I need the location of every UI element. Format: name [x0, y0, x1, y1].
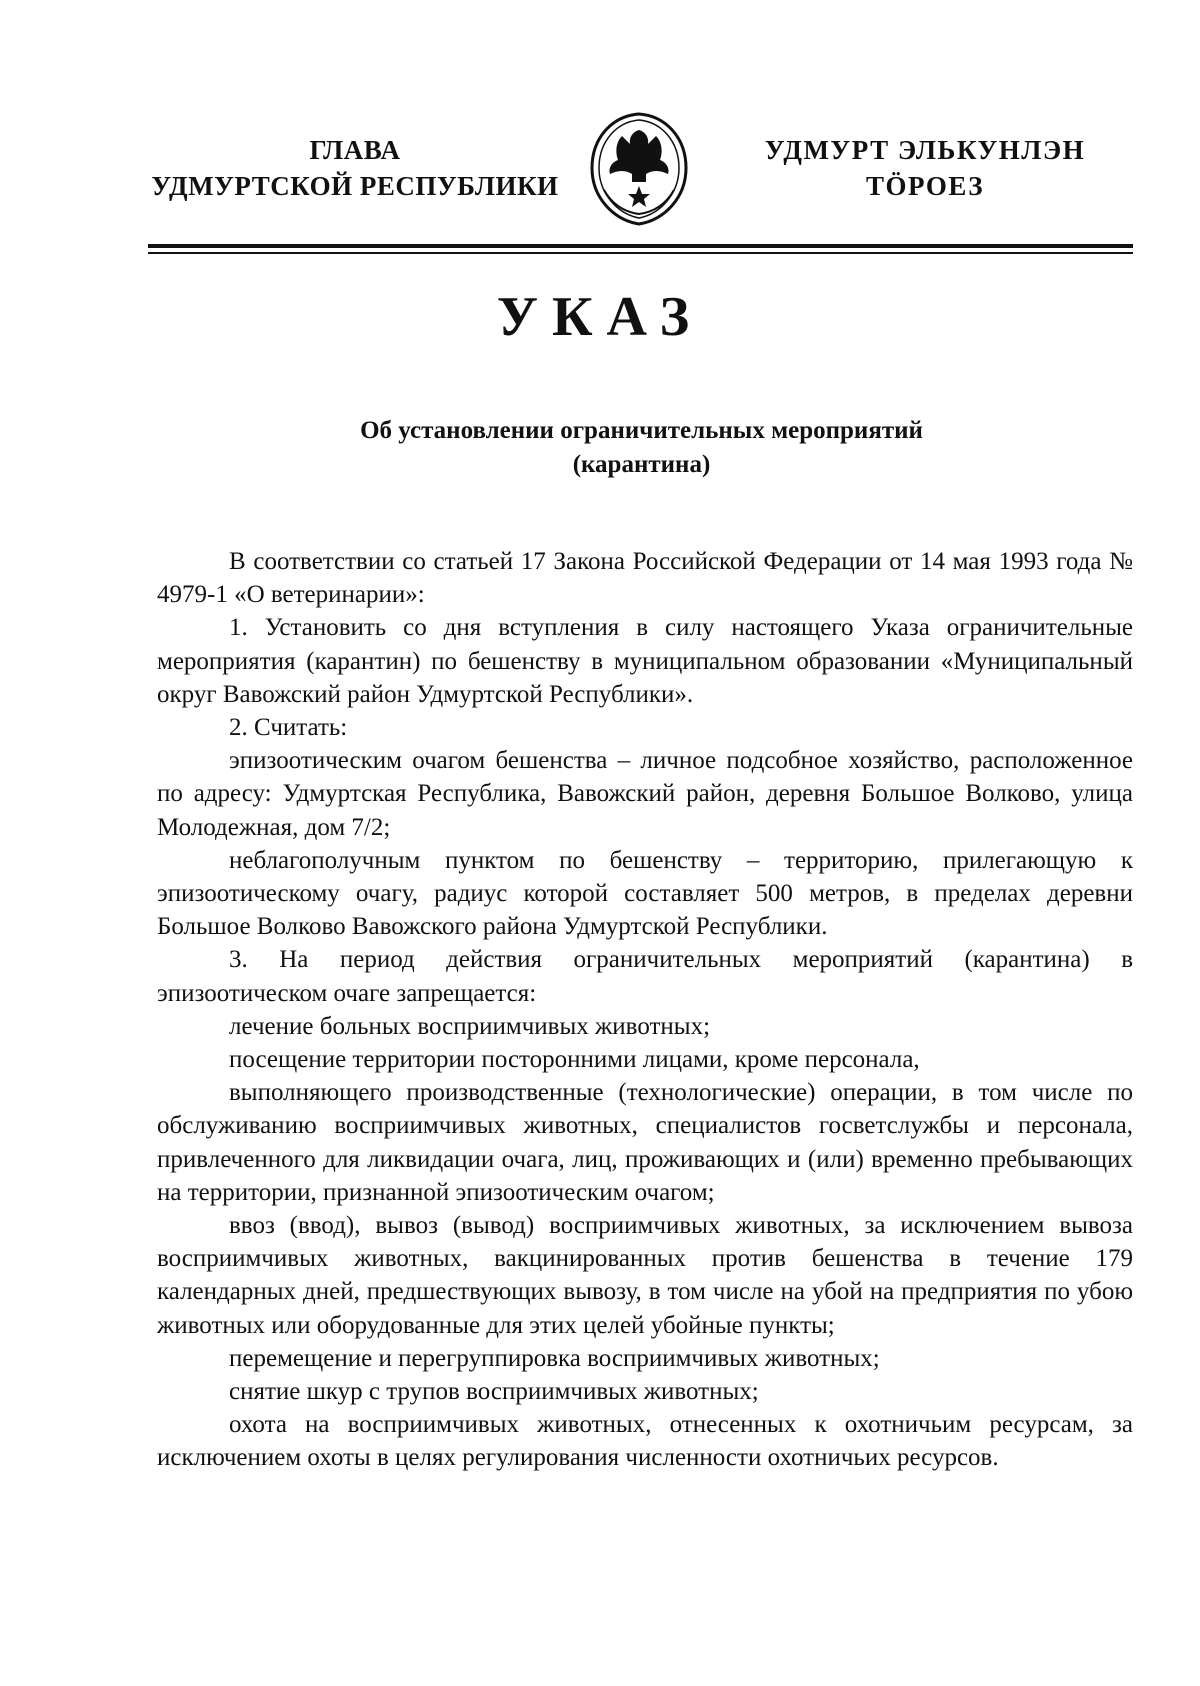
- paragraph: эпизоотическим очагом бешенства – личное подсобное хозяйство, расположенное по адресу: Удмуртская Республика, Вавожский район, деревня Большое Волково, улица Молодежная, дом 7/2;: [157, 747, 1133, 841]
- paragraph: неблагополучным пунктом по бешенству – территорию, прилегающую к эпизоотическому очагу, радиус которой составляет 500 метров, в пределах деревни Большое Волково Вавожского района Удмуртской Республики.: [157, 846, 1133, 941]
- subject-line2: (карантина): [572, 451, 711, 478]
- header-left-line1: ГЛАВА: [309, 135, 401, 165]
- header-divider-thick: [148, 244, 1133, 248]
- document-body: [157, 545, 1133, 1475]
- paragraph: посещение территории посторонними лицами, кроме персонала,: [229, 1046, 920, 1074]
- paragraph: снятие шкур с трупов восприимчивых животных;: [229, 1378, 759, 1406]
- header-left-line2: УДМУРТСКОЙ РЕСПУБЛИКИ: [151, 171, 559, 201]
- document-subject: [150, 414, 1133, 482]
- header-right: [760, 132, 1090, 204]
- paragraph: лечение больных восприимчивых животных;: [229, 1012, 711, 1040]
- paragraph: выполняющего производственные (технологические) операции, в том числе по обслуживанию восприимчивых животных, специалистов госветслужбы и персонала, привлеченного для ликвидации очага, лиц, проживающих и (или) временно пребывающих на территории, признанной эпизоотическим очагом;: [157, 1079, 1133, 1206]
- header-left: [150, 132, 560, 204]
- header-right-line1: УДМУРТ ЭЛЬКУНЛЭН: [764, 135, 1086, 165]
- paragraph: ввоз (ввод), вывоз (вывод) восприимчивых животных, за исключением вывоза восприимчивых животных, вакцинированных против бешенства в течение 179 календарных дней, предшествующих вывозу, в том числе на убой на предприятия по убою животных или оборудованные для этих целей убойные пункты;: [157, 1212, 1133, 1339]
- paragraph: 1. Установить со дня вступления в силу настоящего Указа ограничительные мероприятия (карантин) по бешенству в муниципальном образовании «Муниципальный округ Вавожский район Удмуртской Республики».: [157, 614, 1133, 708]
- header-right-line2: ТӦРОЕЗ: [866, 171, 984, 201]
- document-title: УКАЗ: [496, 286, 704, 348]
- paragraph: 2. Считать:: [229, 714, 348, 742]
- udmurt-coat-of-arms-icon: [582, 108, 696, 228]
- paragraph: охота на восприимчивых животных, отнесенных к охотничьим ресурсам, за исключением охоты в целях регулирования численности охотничьих ресурсов.: [157, 1411, 1133, 1472]
- paragraph: перемещение и перегруппировка восприимчивых животных;: [229, 1344, 880, 1372]
- paragraph: В соответствии со статьей 17 Закона Российской Федерации от 14 мая 1993 года № 4979-1 «О ветеринарии»:: [157, 548, 1133, 609]
- header-divider-thin: [148, 252, 1133, 254]
- paragraph: 3. На период действия ограничительных мероприятий (карантина) в эпизоотическом очаге запрещается:: [157, 946, 1133, 1007]
- subject-line1: Об установлении ограничительных мероприятий: [360, 417, 923, 444]
